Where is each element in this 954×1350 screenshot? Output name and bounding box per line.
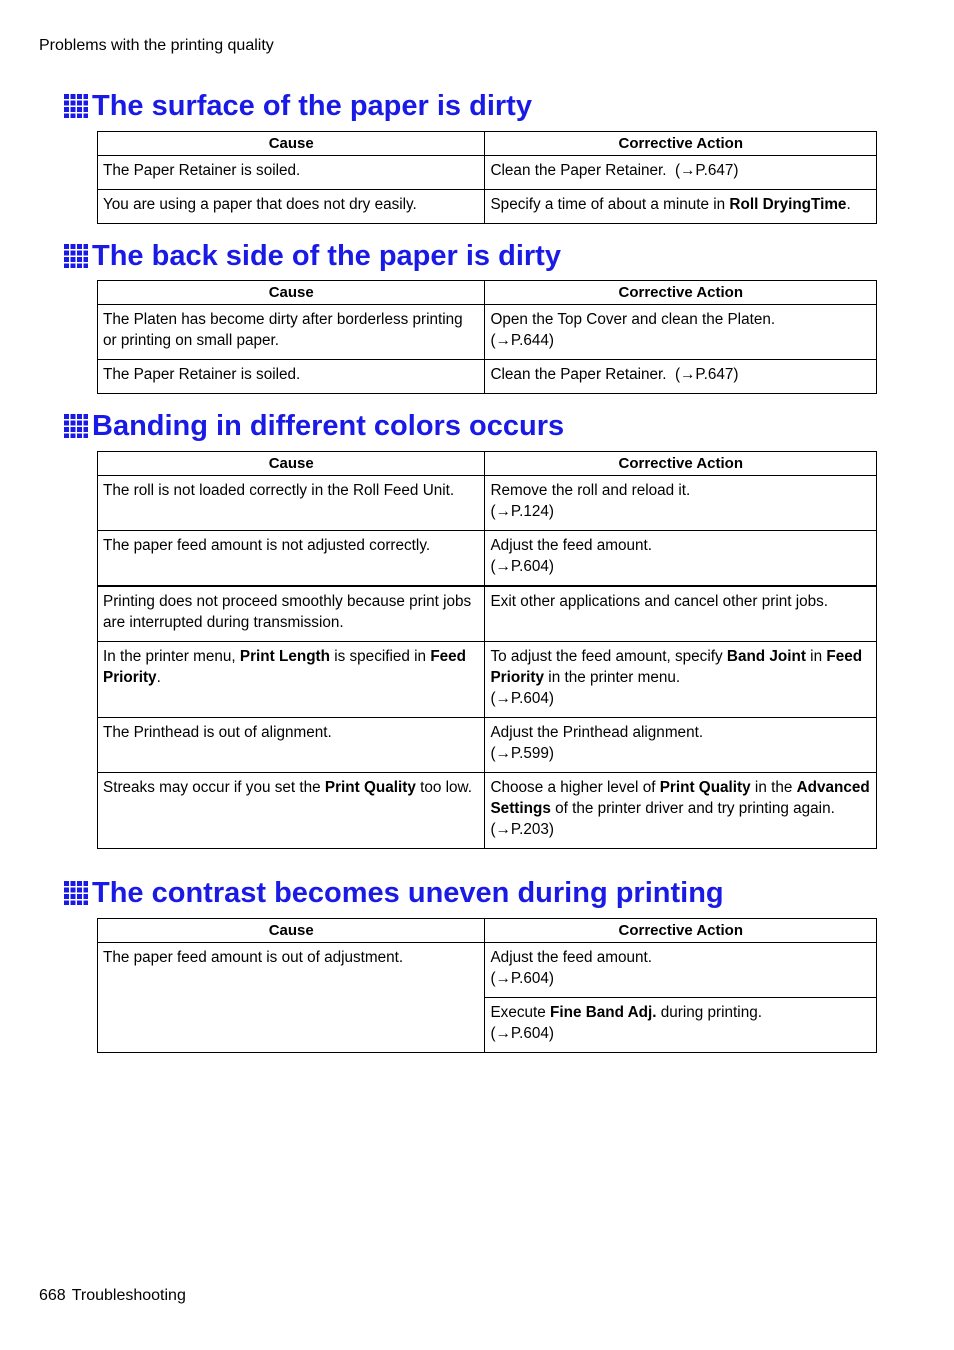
section-heading bbox=[64, 238, 954, 274]
table-row bbox=[98, 305, 877, 360]
cause-cell: The Paper Retainer is soiled. bbox=[98, 156, 485, 190]
action-cell: Choose a higher level of Print Quality in the Advanced Settings of the printer driver and try printing again. (→P.203) bbox=[485, 773, 877, 849]
cause-cell: The Platen has become dirty after borderless printing or printing on small paper. bbox=[98, 305, 485, 360]
table-row bbox=[98, 718, 877, 773]
section-contrast bbox=[0, 875, 954, 1053]
page-ref: (→P.124) bbox=[490, 503, 554, 520]
cause-header: Cause bbox=[98, 919, 485, 943]
table-row bbox=[98, 642, 877, 718]
cause-header: Cause bbox=[98, 281, 485, 305]
cause-header: Cause bbox=[98, 452, 485, 476]
page-ref: (→P.647) bbox=[675, 366, 739, 383]
table-row bbox=[98, 943, 877, 998]
troubleshooting-table bbox=[97, 280, 877, 394]
cause-cell: The Paper Retainer is soiled. bbox=[98, 360, 485, 394]
action-header: Corrective Action bbox=[485, 452, 877, 476]
cause-cell: You are using a paper that does not dry easily. bbox=[98, 190, 485, 224]
action-cell: Execute Fine Band Adj. during printing. (→P.604) bbox=[485, 998, 877, 1053]
page-number: 668 bbox=[39, 1287, 66, 1304]
cause-cell: The paper feed amount is not adjusted correctly. bbox=[98, 531, 485, 587]
table-header-row bbox=[98, 281, 877, 305]
section-title: Banding in different colors occurs bbox=[92, 409, 565, 442]
table-row bbox=[98, 531, 877, 587]
section-heading bbox=[64, 408, 954, 444]
table-row bbox=[98, 586, 877, 642]
page-ref: (→P.604) bbox=[490, 1025, 554, 1042]
table-row bbox=[98, 476, 877, 531]
action-header: Corrective Action bbox=[485, 281, 877, 305]
cause-header: Cause bbox=[98, 132, 485, 156]
action-cell: Adjust the Printhead alignment. (→P.599) bbox=[485, 718, 877, 773]
action-cell: Exit other applications and cancel other print jobs. bbox=[485, 586, 877, 642]
table-header-row bbox=[98, 919, 877, 943]
action-cell: Open the Top Cover and clean the Platen. (→P.644) bbox=[485, 305, 877, 360]
page-ref: (→P.203) bbox=[490, 821, 554, 838]
page-footer bbox=[39, 1287, 192, 1305]
troubleshooting-table bbox=[97, 451, 877, 849]
running-header: Problems with the printing quality bbox=[39, 37, 274, 54]
section-heading bbox=[64, 875, 954, 911]
action-header: Corrective Action bbox=[485, 132, 877, 156]
table-header-row bbox=[98, 452, 877, 476]
troubleshooting-table bbox=[97, 131, 877, 224]
grid-icon bbox=[64, 881, 88, 905]
troubleshooting-table bbox=[97, 918, 877, 1053]
action-cell: Clean the Paper Retainer. (→P.647) bbox=[485, 360, 877, 394]
action-cell: Adjust the feed amount. (→P.604) bbox=[485, 943, 877, 998]
section-banding bbox=[0, 408, 954, 849]
table-row bbox=[98, 156, 877, 190]
cause-cell: The paper feed amount is out of adjustment. bbox=[98, 943, 485, 1053]
page-ref: (→P.599) bbox=[490, 745, 554, 762]
page-ref: (→P.604) bbox=[490, 558, 554, 575]
action-cell: To adjust the feed amount, specify Band Joint in Feed Priority in the printer menu. (→P.604) bbox=[485, 642, 877, 718]
table-row bbox=[98, 360, 877, 394]
page-ref: (→P.644) bbox=[490, 332, 554, 349]
cause-cell: The roll is not loaded correctly in the Roll Feed Unit. bbox=[98, 476, 485, 531]
page-ref: (→P.647) bbox=[675, 162, 739, 179]
grid-icon bbox=[64, 244, 88, 268]
footer-section: Troubleshooting bbox=[71, 1287, 186, 1304]
grid-icon bbox=[64, 94, 88, 118]
section-surface-dirty bbox=[0, 88, 954, 224]
table-header-row bbox=[98, 132, 877, 156]
action-header: Corrective Action bbox=[485, 919, 877, 943]
action-cell: Adjust the feed amount. (→P.604) bbox=[485, 531, 877, 587]
section-back-dirty bbox=[0, 238, 954, 394]
cause-cell: Streaks may occur if you set the Print Quality too low. bbox=[98, 773, 485, 849]
page-ref: (→P.604) bbox=[490, 690, 554, 707]
action-cell: Specify a time of about a minute in Roll DryingTime. bbox=[485, 190, 877, 224]
cause-cell: The Printhead is out of alignment. bbox=[98, 718, 485, 773]
section-title: The contrast becomes uneven during printing bbox=[92, 876, 724, 909]
page-ref: (→P.604) bbox=[490, 970, 554, 987]
grid-icon bbox=[64, 414, 88, 438]
cause-cell: Printing does not proceed smoothly because print jobs are interrupted during transmission. bbox=[98, 586, 485, 642]
section-heading bbox=[64, 88, 954, 124]
section-title: The back side of the paper is dirty bbox=[92, 239, 561, 272]
table-row bbox=[98, 773, 877, 849]
cause-cell: In the printer menu, Print Length is specified in Feed Priority. bbox=[98, 642, 485, 718]
table-row bbox=[98, 190, 877, 224]
action-cell: Clean the Paper Retainer. (→P.647) bbox=[485, 156, 877, 190]
section-title: The surface of the paper is dirty bbox=[92, 89, 532, 122]
action-cell: Remove the roll and reload it. (→P.124) bbox=[485, 476, 877, 531]
